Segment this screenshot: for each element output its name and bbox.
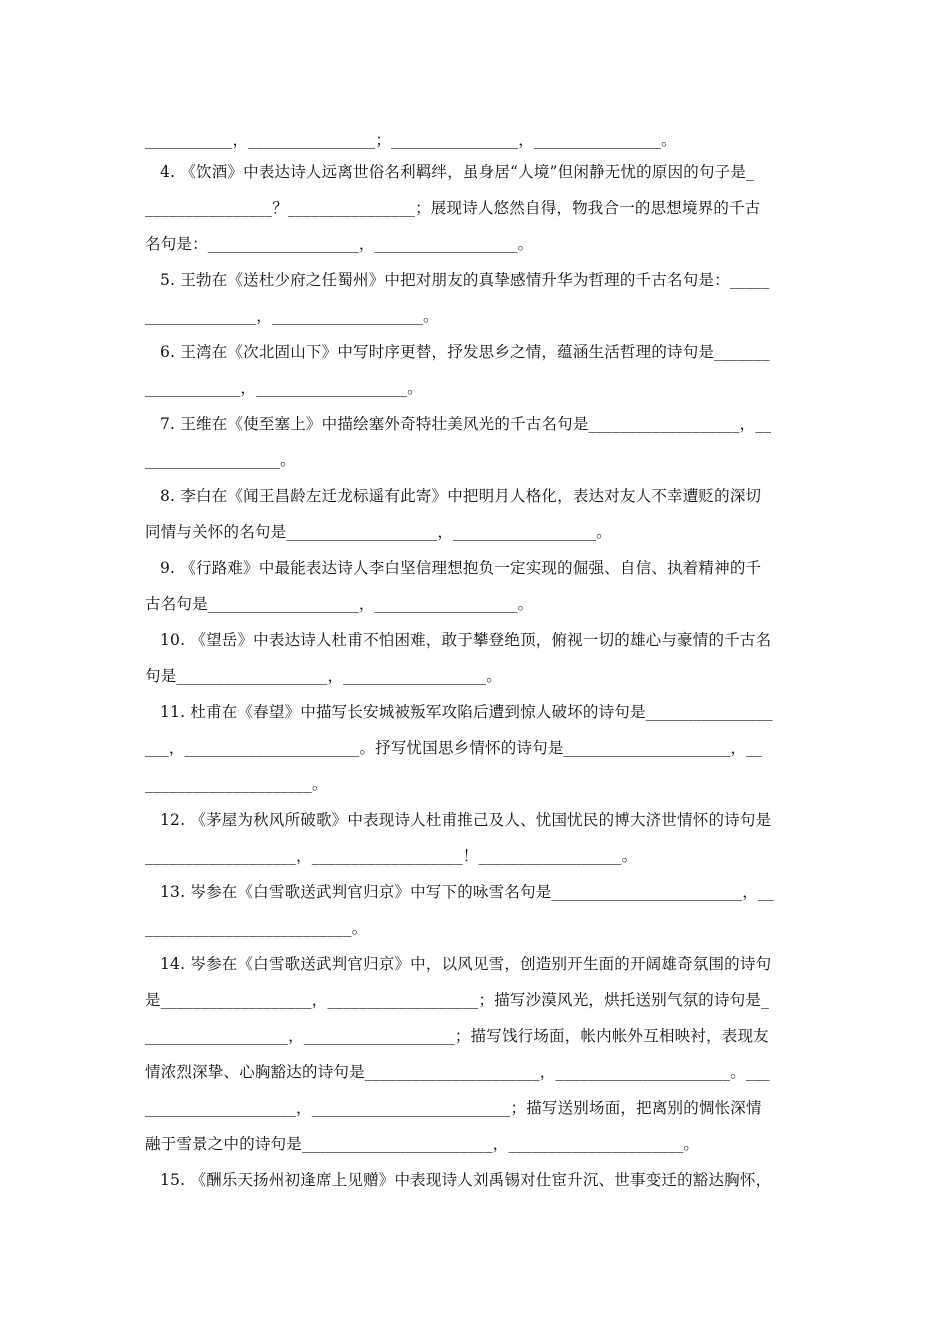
question-line: 7. 王维在《使至塞上》中描绘塞外奇特壮美风光的千古名句是___________________，__ [160,415,772,433]
question-line: 11. 杜甫在《春望》中描写长安城被叛军攻陷后遭到惊人破坏的诗句是________________ [160,703,773,721]
question-line: 15. 《酬乐天扬州初逢席上见赠》中表现诗人刘禹锡对仕宦升沉、世事变迁的豁达胸怀， [160,1171,772,1189]
text-line: 古名句是___________________，__________________。 [145,595,534,613]
text-line: ___，______________________。抒写忧国思乡情怀的诗句是_____________________，__ [145,739,763,757]
question-line: 10. 《望岳》中表达诗人杜甫不怕困难，敢于攀登绝顶，俯视一切的雄心与豪情的千古名 [160,631,772,649]
text-line: _____________________。 [145,775,328,793]
text-line: ___________________，___________________！__________________。 [145,847,638,865]
text-line: 是___________________，___________________；描写沙漠风光，烘托送别气氛的诗句是_ [145,991,770,1009]
question-line: 6. 王湾在《次北固山下》中写时序更替，抒发思乡之情，蕴涵生活哲理的诗句是_______ [160,343,770,361]
question-line: 4. 《饮酒》中表达诗人远离世俗名利羁绊，虽身居“人境”但闲静无忧的原因的句子是_ [160,163,755,181]
text-line: ________________？________________；展现诗人悠然自得，物我合一的思想境界的千古 [145,199,761,217]
text-line: ______________，___________________。 [145,307,439,325]
text-line: ___________，________________；________________，________________。 [145,131,677,149]
question-line: 8. 李白在《闻王昌龄左迁龙标遥有此寄》中把明月人格化，表达对友人不幸遭贬的深切 [160,487,762,505]
question-line: 5. 王勃在《送杜少府之任蜀州》中把对朋友的真挚感情升华为哲理的千古名句是：_____ [160,271,770,289]
text-line: 情浓烈深挚、心胸豁达的诗句是______________________，______________________。___ [145,1063,770,1081]
text-line: 融于雪景之中的诗句是________________________，______________________。 [145,1135,700,1153]
question-line: 9. 《行路难》中最能表达诗人李白坚信理想抱负一定实现的倔强、自信、执着精神的千 [160,559,762,577]
text-line: __________________，___________________；描写饯行场面，帐内帐外互相映衬，表现友 [145,1027,769,1045]
question-line: 13. 岑参在《白雪歌送武判官归京》中写下的咏雪名句是________________________，__ [160,883,774,901]
text-line: __________________________。 [145,919,368,937]
text-line: ___________________，_________________________；描写送别场面，把离别的惆怅深情 [145,1099,762,1117]
text-line: 句是___________________，__________________。 [145,667,502,685]
text-line: ____________，___________________。 [145,379,423,397]
text-line: 名句是：___________________，__________________。 [145,235,534,253]
text-line: 同情与关怀的名句是___________________，__________________。 [145,523,612,541]
question-line: 12. 《茅屋为秋风所破歌》中表现诗人杜甫推己及人、忧国忧民的博大济世情怀的诗句是 [160,811,772,829]
question-line: 14. 岑参在《白雪歌送武判官归京》中，以风见雪，创造别开生面的开阔雄奇氛围的诗句 [160,955,772,973]
text-line: _________________。 [145,451,296,469]
